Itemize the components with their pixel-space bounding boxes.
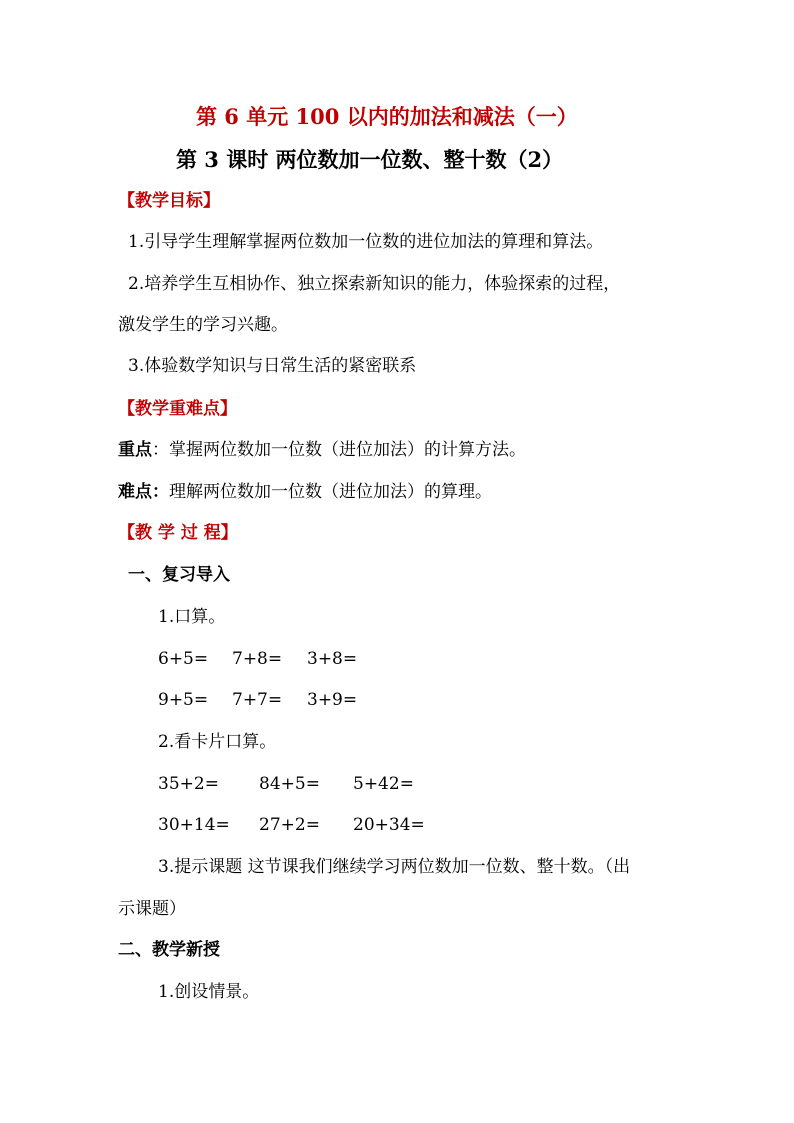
card-expression: 35+2= [158,774,219,794]
card-expression: 20+34= [353,815,425,835]
oral-expression: 3+8= [307,649,358,669]
key-point-text: ：掌握两位数加一位数（进位加法）的计算方法。 [152,440,526,460]
unit-title: 第 6 单元 100 以内的加法和减法（一） [196,104,578,129]
goal-item-3: 3.体验数学知识与日常生活的紧密联系 [128,356,417,376]
goal-item-2: 2.培养学生互相协作、独立探索新知识的能力，体验探索的过程， [128,274,621,294]
part2-heading: 二、教学新授 [118,940,220,960]
keypoints-heading: 【教学重难点】 [118,399,237,419]
card-expression: 84+5= [259,774,320,794]
key-point [118,439,526,461]
hint-line-2: 示课题） [118,899,186,919]
scene-label: 1.创设情景。 [158,982,260,1002]
goals-heading: 【教学目标】 [118,191,220,211]
lesson-title: 第 3 课时 两位数加一位数、整十数（2） [176,147,564,172]
goal-item-1: 1.引导学生理解掌握两位数加一位数的进位加法的算理和算法。 [128,232,604,252]
oral-expression: 7+7= [232,690,283,710]
card-expression: 30+14= [158,815,230,835]
difficult-point-label: 难点： [118,482,169,502]
difficult-point-text: 理解两位数加一位数（进位加法）的算理。 [169,482,492,502]
oral-calc-label: 1.口算。 [158,607,226,627]
oral-expression: 7+8= [232,649,283,669]
process-heading: 【教 学 过 程】 [118,523,238,543]
difficult-point [118,481,492,503]
card-expression: 27+2= [259,815,320,835]
hint-line-1: 3.提示课题 这节课我们继续学习两位数加一位数、整十数。（出 [158,857,631,877]
key-point-label: 重点 [118,440,152,460]
part1-heading: 一、复习导入 [128,565,230,585]
oral-expression: 6+5= [158,649,209,669]
card-expression: 5+42= [353,774,414,794]
goal-item-2-continued: 激发学生的学习兴趣。 [118,315,288,335]
oral-expression: 9+5= [158,690,209,710]
card-calc-label: 2.看卡片口算。 [158,732,277,752]
oral-expression: 3+9= [307,690,358,710]
